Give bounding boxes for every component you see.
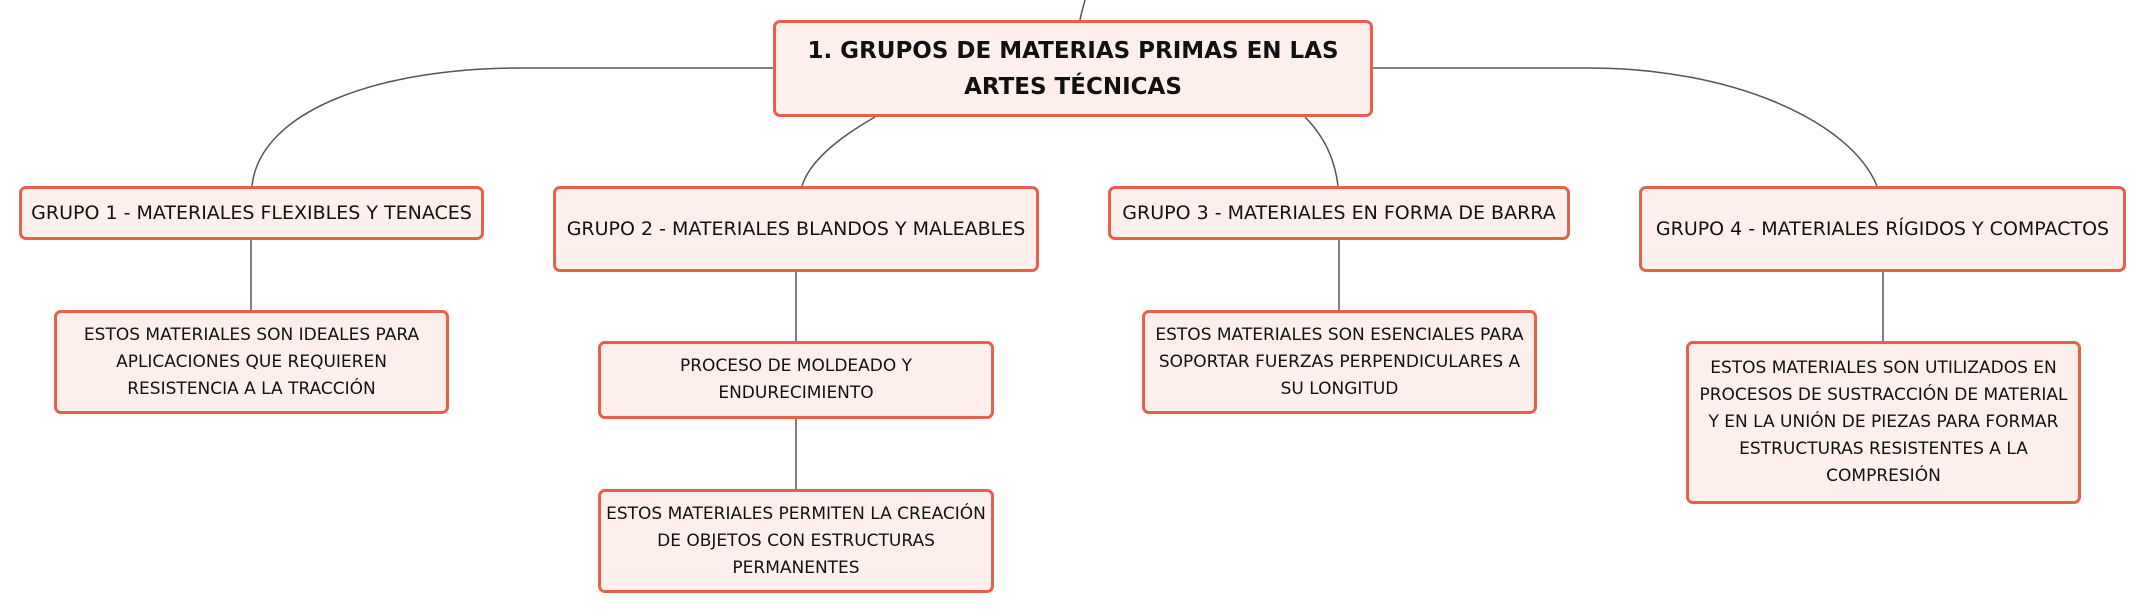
group-4-label: GRUPO 4 - MATERIALES RÍGIDOS Y COMPACTOS <box>1655 218 2110 240</box>
group-1-detail-text: ESTOS MATERIALES SON IDEALES PARA APLICACIONES QUE REQUIEREN RESISTENCIA A LA TRACCIÓN <box>83 324 420 399</box>
connector-root-to-group-1 <box>252 68 773 186</box>
group-3-label: GRUPO 3 - MATERIALES EN FORMA DE BARRA <box>1122 202 1556 224</box>
group-2-label: GRUPO 2 - MATERIALES BLANDOS Y MALEABLES <box>566 218 1026 240</box>
root-node-label: 1. GRUPOS DE MATERIAS PRIMAS EN LAS ARTES TÉCNICAS <box>807 37 1339 100</box>
group-3-node[interactable] <box>1108 186 1570 240</box>
connector-root-to-group-4 <box>1373 68 1877 186</box>
group-4-detail-text: ESTOS MATERIALES SON UTILIZADOS EN PROCESOS DE SUSTRACCIÓN DE MATERIAL Y EN LA UNIÓN DE PIEZAS PARA FORMAR ESTRUCTURAS RESISTENTES A LA COMPRESIÓN <box>1699 358 2068 486</box>
group-4-node[interactable] <box>1639 186 2126 272</box>
connector-root-to-group-2 <box>802 117 875 186</box>
group-3-detail-node[interactable] <box>1142 310 1537 414</box>
root-node[interactable] <box>773 20 1373 117</box>
group-3-detail-text: ESTOS MATERIALES SON ESENCIALES PARA SOPORTAR FUERZAS PERPENDICULARES A SU LONGITUD <box>1155 324 1524 399</box>
group-2-process-node[interactable] <box>598 341 994 419</box>
group-1-node[interactable] <box>19 186 484 240</box>
group-2-detail-text: ESTOS MATERIALES PERMITEN LA CREACIÓN DE OBJETOS CON ESTRUCTURAS PERMANENTES <box>606 503 986 578</box>
group-1-label: GRUPO 1 - MATERIALES FLEXIBLES Y TENACES <box>31 202 472 224</box>
connector-parent-to-root <box>1080 0 1085 20</box>
connector-root-to-group-3 <box>1305 117 1338 186</box>
group-2-process-text: PROCESO DE MOLDEADO Y ENDURECIMIENTO <box>679 356 913 403</box>
group-1-detail-node[interactable] <box>54 310 449 414</box>
group-4-detail-node[interactable] <box>1686 341 2081 504</box>
group-2-node[interactable] <box>553 186 1039 272</box>
group-2-detail-node[interactable] <box>598 489 994 593</box>
